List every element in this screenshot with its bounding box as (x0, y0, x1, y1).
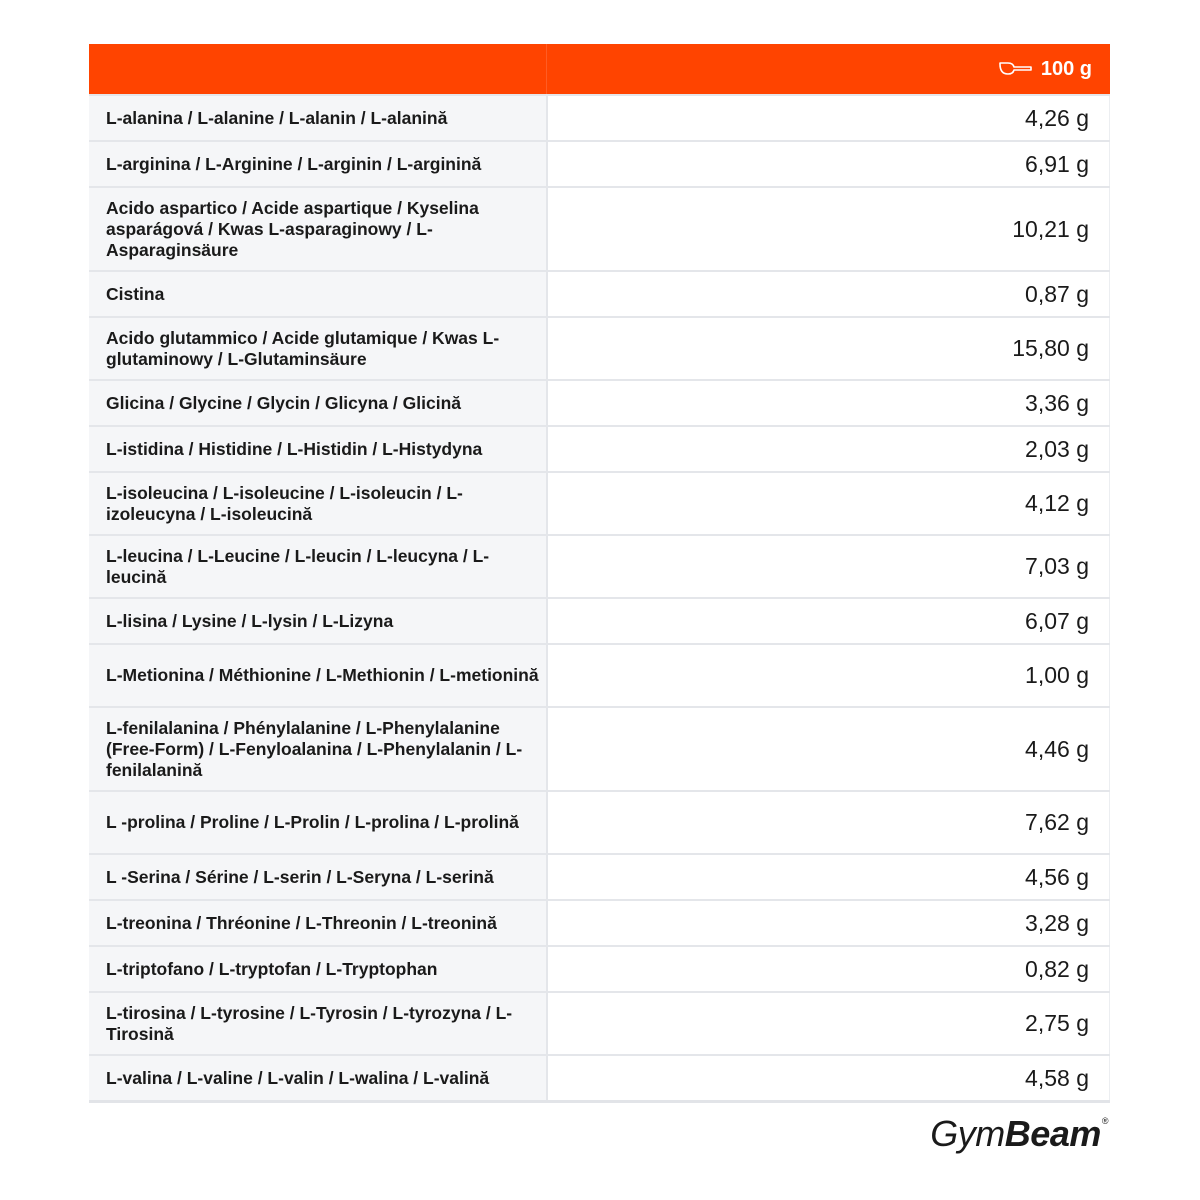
table-row (89, 534, 1110, 597)
amino-acid-name: L-lisina / Lysine / L-lysin / L-Lizyna (89, 599, 548, 643)
amino-acid-value: 4,46 g (548, 708, 1110, 790)
scoop-icon (999, 61, 1033, 77)
table-row (89, 425, 1110, 471)
amino-acid-value: 7,62 g (548, 792, 1110, 853)
amino-acid-value: 4,58 g (548, 1056, 1110, 1100)
table-row (89, 991, 1110, 1054)
table-row (89, 140, 1110, 186)
logo-text-gym: Gym (930, 1113, 1005, 1154)
amino-acid-name: Glicina / Glycine / Glycin / Glicyna / Glicină (89, 381, 548, 425)
amino-acid-value: 15,80 g (548, 318, 1110, 379)
amino-acid-value: 2,75 g (548, 993, 1110, 1054)
amino-acid-table (89, 44, 1110, 1103)
amino-acid-value: 6,91 g (548, 142, 1110, 186)
table-row (89, 790, 1110, 853)
table-row (89, 597, 1110, 643)
amino-acid-value: 3,36 g (548, 381, 1110, 425)
table-row (89, 706, 1110, 790)
amino-acid-value: 7,03 g (548, 536, 1110, 597)
amino-acid-name: L -Serina / Sérine / L-serin / L-Seryna / L-serină (89, 855, 548, 899)
gymbeam-logo (930, 1113, 1108, 1155)
serving-size-label: 100 g (1040, 57, 1092, 80)
amino-acid-name: Acido aspartico / Acide aspartique / Kyselina asparágová / Kwas L-asparaginowy / L-Asparaginsäure (89, 188, 548, 270)
amino-acid-name: L-arginina / L-Arginine / L-arginin / L-arginină (89, 142, 548, 186)
table-row (89, 471, 1110, 534)
table-row (89, 379, 1110, 425)
amino-acid-name: L-fenilalanina / Phénylalanine / L-Phenylalanine (Free-Form) / L-Fenyloalanina / L-Phenylalanin / L-fenilalanină (89, 708, 548, 790)
logo-text-beam: Beam (1004, 1113, 1101, 1154)
amino-acid-name: L-alanina / L-alanine / L-alanin / L-alanină (89, 96, 548, 140)
amino-acid-name: L-leucina / L-Leucine / L-leucin / L-leucyna / L-leucină (89, 536, 548, 597)
table-row (89, 1054, 1110, 1100)
table-row (89, 853, 1110, 899)
header-name-cell (89, 44, 547, 94)
amino-acid-name: L-triptofano / L-tryptofan / L-Tryptophan (89, 947, 548, 991)
amino-acid-value: 3,28 g (548, 901, 1110, 945)
table-row (89, 186, 1110, 270)
amino-acid-value: 4,56 g (548, 855, 1110, 899)
amino-acid-value: 0,82 g (548, 947, 1110, 991)
amino-acid-name: L-istidina / Histidine / L-Histidin / L-Histydyna (89, 427, 548, 471)
amino-acid-name: L-valina / L-valine / L-valin / L-walina / L-valină (89, 1056, 548, 1100)
amino-acid-value: 1,00 g (548, 645, 1110, 706)
amino-acid-value: 2,03 g (548, 427, 1110, 471)
amino-acid-name: Cistina (89, 272, 548, 316)
table-row (89, 945, 1110, 991)
amino-acid-name: L-Metionina / Méthionine / L-Methionin / L-metionină (89, 645, 548, 706)
table-row (89, 270, 1110, 316)
amino-acid-value: 10,21 g (548, 188, 1110, 270)
amino-acid-value: 4,26 g (548, 96, 1110, 140)
table-row (89, 316, 1110, 379)
amino-acid-value: 0,87 g (548, 272, 1110, 316)
registered-mark: ® (1101, 1116, 1108, 1126)
amino-acid-name: L-isoleucina / L-isoleucine / L-isoleucin / L-izoleucyna / L-isoleucină (89, 473, 548, 534)
amino-acid-value: 4,12 g (548, 473, 1110, 534)
amino-acid-value: 6,07 g (548, 599, 1110, 643)
amino-acid-name: Acido glutammico / Acide glutamique / Kwas L-glutaminowy / L-Glutaminsäure (89, 318, 548, 379)
table-row (89, 94, 1110, 140)
table-row (89, 643, 1110, 706)
amino-acid-name: L-treonina / Thréonine / L-Threonin / L-treonină (89, 901, 548, 945)
table-row (89, 899, 1110, 945)
amino-acid-name: L-tirosina / L-tyrosine / L-Tyrosin / L-tyrozyna / L-Tirosină (89, 993, 548, 1054)
amino-acid-name: L -prolina / Proline / L-Prolin / L-prolina / L-prolină (89, 792, 548, 853)
table-header (89, 44, 1110, 94)
header-serving-cell (547, 44, 1110, 94)
